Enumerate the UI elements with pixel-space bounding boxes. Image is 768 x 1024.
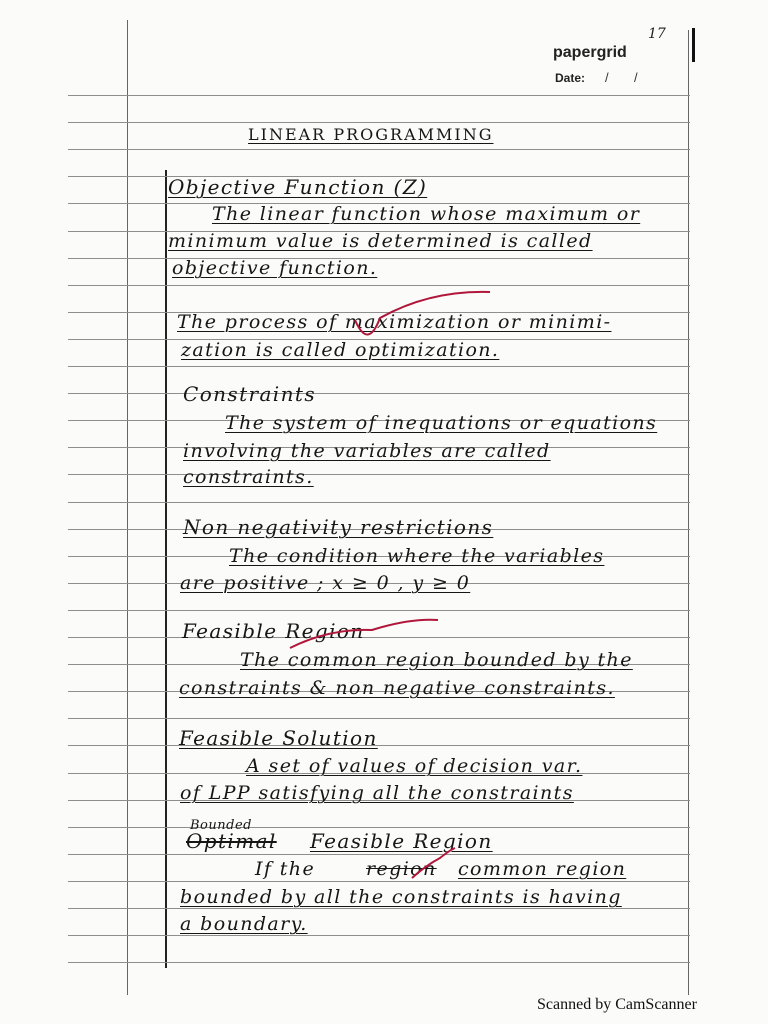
ruled-line xyxy=(68,502,690,503)
text-line: A set of values of decision var. xyxy=(246,755,583,777)
ruled-line xyxy=(68,285,690,286)
ruled-line xyxy=(68,935,690,936)
text-line: minimum value is determined is called xyxy=(168,230,593,252)
heading-objective-function: Objective Function (Z) xyxy=(168,175,428,199)
text-line: zation is called optimization. xyxy=(181,339,500,361)
page-number: 17 xyxy=(648,26,666,42)
heading-non-negativity: Non negativity restrictions xyxy=(183,515,494,539)
ruled-line xyxy=(68,827,690,828)
text-line: The common region bounded by the xyxy=(240,649,633,671)
ruled-line xyxy=(68,474,690,475)
ruled-line xyxy=(68,610,690,611)
text-line: of LPP satisfying all the constraints xyxy=(180,782,574,804)
ruled-line xyxy=(68,854,690,855)
text-line: The system of inequations or equations xyxy=(225,412,658,434)
text-line: are positive ; x ≥ 0 , y ≥ 0 xyxy=(180,572,471,594)
text-fragment: If the xyxy=(255,858,316,880)
scanner-watermark: Scanned by CamScanner xyxy=(537,996,697,1013)
ruled-line xyxy=(68,908,690,909)
text-line: involving the variables are called xyxy=(183,440,551,462)
brand-logo: papergrid xyxy=(553,44,627,61)
page-title: LINEAR PROGRAMMING xyxy=(248,125,494,144)
ruled-line xyxy=(68,637,690,638)
ruled-line xyxy=(68,718,690,719)
text-line: objective function. xyxy=(172,257,378,279)
ruled-line xyxy=(68,258,690,259)
text-line: The linear function whose maximum or xyxy=(212,203,641,225)
right-margin-line xyxy=(688,30,689,995)
text-line: bounded by all the constraints is having xyxy=(180,886,622,908)
text-line: The process of maximization or minimi- xyxy=(177,311,612,333)
left-margin-line-inner xyxy=(165,170,167,968)
text-fragment: common region xyxy=(458,858,627,880)
text-line: constraints & non negative constraints. xyxy=(179,677,615,699)
ruled-line xyxy=(68,881,690,882)
date-separator-2: / xyxy=(634,70,638,85)
heading-feasible-solution: Feasible Solution xyxy=(179,726,378,750)
ruled-line xyxy=(68,745,690,746)
text-line: a boundary. xyxy=(180,913,308,935)
struck-word-region: region xyxy=(366,858,437,880)
ruled-line xyxy=(68,149,690,150)
ruled-line xyxy=(68,962,690,963)
text-line: The condition where the variables xyxy=(229,545,605,567)
ruled-line xyxy=(68,122,690,123)
right-edge-mark xyxy=(692,28,695,62)
date-label: Date: xyxy=(555,71,586,85)
left-margin-line-outer xyxy=(127,20,128,995)
date-separator-1: / xyxy=(605,70,609,85)
struck-word-optimal: Optimal xyxy=(186,829,277,853)
text-line: constraints. xyxy=(183,466,314,488)
correction-word-bounded: Bounded xyxy=(190,818,252,833)
ruled-line xyxy=(68,366,690,367)
heading-constraints: Constraints xyxy=(183,382,316,406)
heading-bounded-feasible-region: Feasible Region xyxy=(310,829,493,853)
ruled-line xyxy=(68,393,690,394)
heading-feasible-region: Feasible Region xyxy=(182,619,365,643)
ruled-line xyxy=(68,95,690,96)
